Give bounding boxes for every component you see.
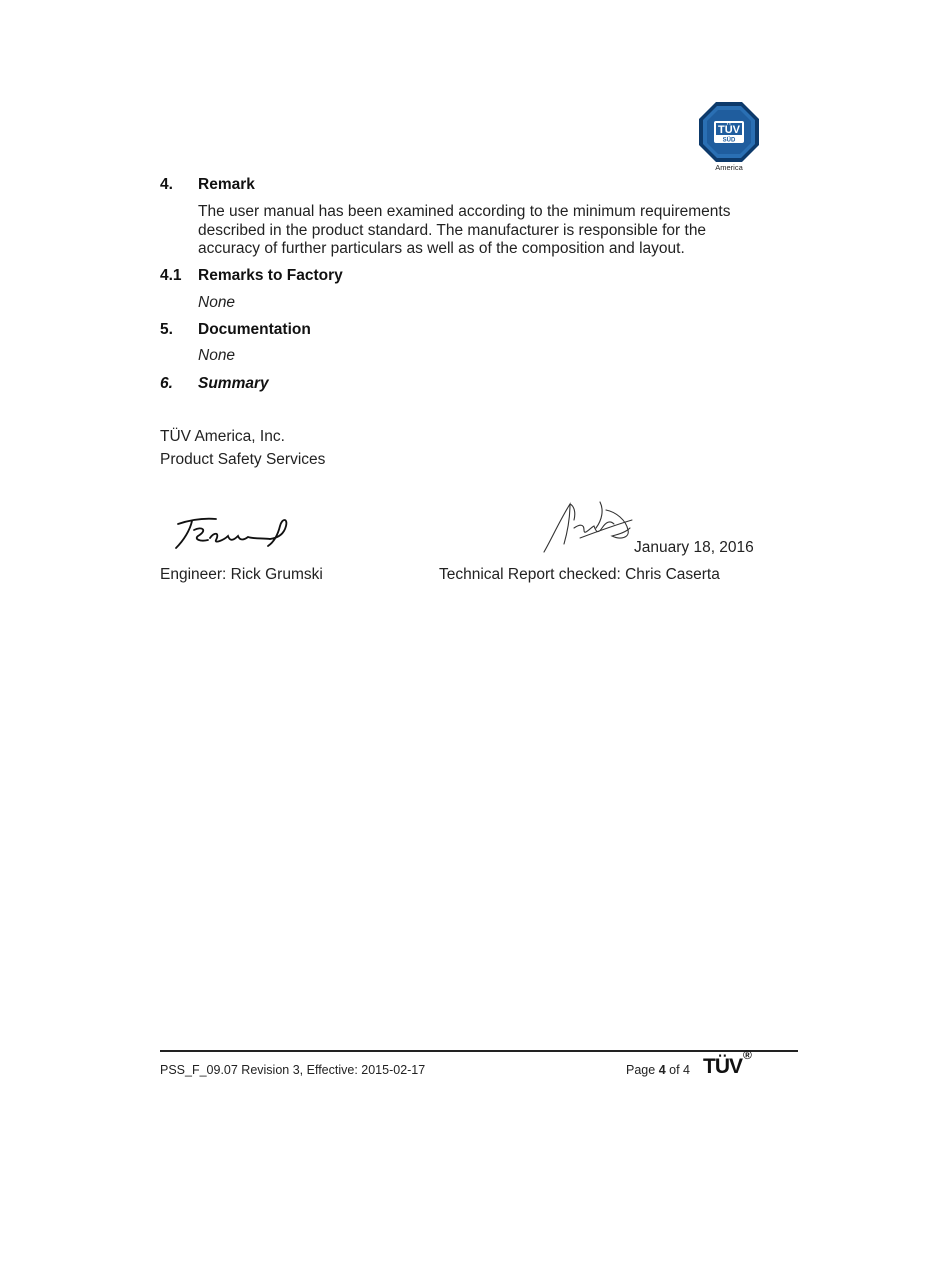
signoff-date: January 18, 2016 bbox=[634, 539, 754, 556]
section-6-title: Summary bbox=[198, 375, 269, 392]
section-4-body-line: The user manual has been examined according to the minimum requirements bbox=[198, 203, 731, 220]
logo-caption: America bbox=[715, 163, 743, 172]
section-4-body-line: accuracy of further particulars as well as of the composition and layout. bbox=[198, 240, 685, 257]
footer-rule bbox=[160, 1050, 798, 1052]
tuv-sud-america-logo bbox=[697, 100, 761, 172]
page-total: of 4 bbox=[669, 1063, 690, 1077]
section-5-title: Documentation bbox=[198, 321, 311, 338]
page-current: 4 bbox=[658, 1063, 666, 1077]
section-5-body: None bbox=[198, 347, 236, 364]
section-4-title: Remark bbox=[198, 176, 255, 193]
footer-form-id: PSS_F_09.07 Revision 3, Effective: 2015-02-17 bbox=[160, 1063, 426, 1077]
footer-page-number bbox=[626, 1063, 690, 1077]
section-4-1-title: Remarks to Factory bbox=[198, 267, 343, 284]
section-4-number: 4. bbox=[160, 176, 173, 193]
company-name: TÜV America, Inc. bbox=[160, 428, 285, 445]
checker-name: Technical Report checked: Chris Caserta bbox=[439, 566, 720, 583]
section-4-1-body: None bbox=[198, 294, 236, 311]
engineer-signature bbox=[170, 512, 300, 554]
page-prefix: Page bbox=[626, 1063, 656, 1077]
section-4-body-line: described in the product standard. The manufacturer is responsible for the bbox=[198, 221, 707, 239]
section-5-number: 5. bbox=[160, 321, 173, 338]
logo-sud-text: SÜD bbox=[722, 137, 736, 144]
footer-registered-mark: ® bbox=[743, 1048, 752, 1062]
footer-brand-logo: TÜV bbox=[703, 1055, 742, 1078]
tuv-octagon-icon bbox=[697, 100, 761, 172]
company-division: Product Safety Services bbox=[160, 451, 326, 468]
logo-tuv-text: TÜV bbox=[718, 124, 740, 136]
checker-signature bbox=[540, 498, 636, 558]
section-4-1-number: 4.1 bbox=[160, 267, 182, 284]
engineer-name: Engineer: Rick Grumski bbox=[160, 566, 323, 583]
section-4-body bbox=[198, 203, 778, 259]
section-6-number: 6. bbox=[160, 375, 173, 392]
